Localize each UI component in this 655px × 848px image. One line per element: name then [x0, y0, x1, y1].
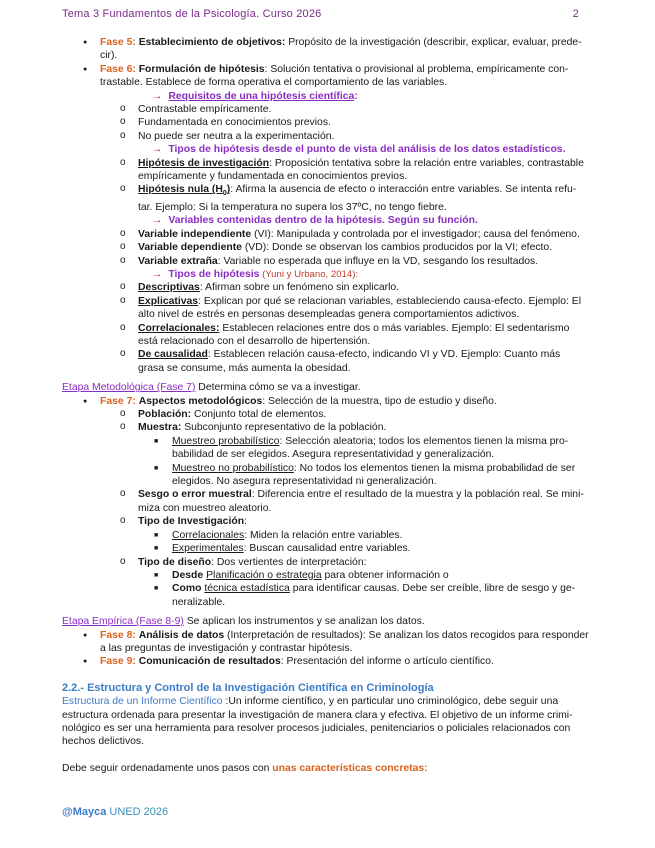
footer-handle: @Mayca — [62, 806, 107, 818]
list-item: o Variable dependiente (VD): Donde se observan los cambios producidos por la VI; efecto. — [62, 241, 594, 254]
document-body: ● Fase 5: Establecimiento de objetivos: Propósito de la investigación (describir, explicar, evaluar, prede- cir). ● Fase 6: Formulación de hipótesis: Solución tentativa o provisional al problema, empíricamente con- trastable. Establece de forma operativa el comportamiento de las variables. → Requisitos de una hipótesis científica: o Contrastable empíricamente. o Fundamentada en conocimientos previos. o No puede ser neutra a la experimentación. → Tipos de hipótesis desde el punto de vista del análisis de los datos estadísticos. o Hipótesis de investigación: Proposición tentativa sobre la relación entre variables, contrastable empíricamente y fundamentada en conocimientos previos. o Hipótesis nula $(H_0)$: Afirma la ausencia de efecto o interacción entre variables. Se intenta refu- tar. Ejemplo: Si la temperatura no supera los 37ºC, no tengo fiebre. → Variables contenidas dentro de la hipótesis. Según su función. o Variable independiente (VI): Manipulada y controlada por el investigador; causa del fenómeno. o Variable dependiente (VD): Donde se observan los cambios producidos por la VI; efecto. o Variable extraña: Variable no esperada que influye en la VD, sesgando los resultados. → Tipos de hipótesis (Yuni y Urbano, 2014): o Descriptivas: Afirman sobre un fenómeno sin explicarlo. o Explicativas: Explican por qué se relacionan variables, estableciendo causa-efecto. Ejemplo: El alto nivel de estrés en personas desempleadas genera comportamientos adictivos. o Correlacionales: Establecen relaciones entre dos o más variables. Ejemplo: El sedentarismo está relacionado con el desarrollo de hipertensión. o De causalidad: Establecen relación causa-efecto, indicando VI y VD. Ejemplo: Cuanto más grasa se consume, más aumenta la obesidad. Etapa Metodológica (Fase 7) Determina cómo se va a investigar. ● Fase 7: Aspectos metodológicos: Selección de la muestra, tipo de estudio y diseño. o Población: Conjunto total de elementos. o Muestra: Subconjunto representativo de la población. ■ Muestreo probabilístico: Selección aleatoria; todos los elementos tienen la misma pro- babilidad de ser elegidos. Asegura representatividad y generalización. ■ Muestreo no probabilístico: No todos los elementos tienen la misma probabilidad de ser elegidos. No asegura representatividad ni generalización. o Sesgo o error muestral: Diferencia entre el resultado de la muestra y la población real. Se mini- miza con muestreo aleatorio. o Tipo de Investigación: ■ Correlacionales: Miden la relación entre variables. ■ Experimentales: Buscan causalidad entre variables. o Tipo de diseño: Dos vertientes de interpretación: ■ Desde Planificación o estrategia para obtener información o ■ Como técnica estadística para identificar causas. Debe ser creíble, libre de sesgo y ge- neralizable. Etapa Empírica (Fase 8-9) Se aplican los instrumentos y se analizan los datos. ● Fase 8: Análisis de datos (Interpretación de resultados): Se analizan los datos recogidos para responder a las preguntas de investigación y contrastar hipótesis. ● Fase 9: Comunicación de resultados: Presentación del informe o artículo científico. 2.2.- Estructura y Control de la Investigación Científica en Criminología Estructura de un Informe Científico :Un informe científico, y en particular uno criminológico, debe seguir una estructura ordenada para presentar la investigación de manera clara y efectiva. El objetivo de un informe crimi- nológico es ser una herramienta para resolver procesos judiciales, penitenciarios o policiales relacionados con hechos delictivos. Debe seguir ordenadamente unos pasos con unas características concretas: — [62, 36, 594, 775]
list-item: o Variable independiente (VI): Manipulada y controlada por el investigador; causa del fenómeno. — [62, 228, 594, 241]
arrow-right-icon: → — [152, 215, 163, 227]
page-header — [62, 8, 579, 20]
list-item: o Fundamentada en conocimientos previos. — [62, 116, 594, 129]
fase-label: Fase 5: — [100, 37, 136, 48]
list-item: o Correlacionales: Establecen relaciones entre dos o más variables. Ejemplo: El sedentarismo — [62, 322, 594, 335]
list-item: o Muestra: Subconjunto representativo de la población. — [62, 421, 594, 434]
page-number: 2 — [572, 8, 579, 20]
etapa-metodologica-link[interactable]: Etapa Metodológica (Fase 7) — [62, 382, 196, 394]
list-item: o Sesgo o error muestral: Diferencia entre el resultado de la muestra y la población real. Se mini- — [62, 488, 594, 501]
arrow-right-icon: → — [152, 90, 163, 102]
list-item-fase7: ● Fase 7: Aspectos metodológicos: Selección de la muestra, tipo de estudio y diseño. — [62, 395, 594, 408]
continuation: cir). — [100, 50, 118, 62]
list-item-fase6: ● Fase 6: Formulación de hipótesis: Solución tentativa o provisional al problema, empíricamente con- — [62, 63, 594, 76]
list-item-fase5: ● Fase 5: Establecimiento de objetivos: Propósito de la investigación (describir, explicar, evaluar, prede- — [62, 36, 594, 49]
list-item: o Hipótesis nula $(H_0)$: Afirma la ausencia de efecto o interacción entre variables. Se intenta refu- — [62, 183, 594, 200]
list-item-fase8: ● Fase 8: Análisis de datos (Interpretación de resultados): Se analizan los datos recogidos para responder — [62, 629, 594, 642]
etapa-empirica-link[interactable]: Etapa Empírica (Fase 8-9) — [62, 616, 184, 628]
list-item: o No puede ser neutra a la experimentación. — [62, 130, 594, 143]
subheading-tipos-hipotesis: → Tipos de hipótesis (Yuni y Urbano, 2014): — [152, 268, 359, 280]
continuation: trastable. Establece de forma operativa el comportamiento de las variables. — [100, 77, 448, 89]
header-title: Tema 3 Fundamentos de la Psicología. Curso 2026 — [62, 8, 322, 20]
list-item: o Población: Conjunto total de elementos. — [62, 408, 594, 421]
list-item: o Hipótesis de investigación: Proposición tentativa sobre la relación entre variables, contrastable — [62, 157, 594, 170]
list-item: ■ Correlacionales: Miden la relación entre variables. — [62, 529, 594, 542]
list-item: ■ Muestreo no probabilístico: No todos los elementos tienen la misma probabilidad de ser — [62, 462, 594, 475]
subheading-requisitos: → Requisitos de una hipótesis científica: — [152, 90, 358, 102]
subheading-tipos-estadisticos: → Tipos de hipótesis desde el punto de vista del análisis de los datos estadísticos. — [152, 144, 566, 156]
arrow-right-icon: → — [152, 268, 163, 280]
list-item: o De causalidad: Establecen relación causa-efecto, indicando VI y VD. Ejemplo: Cuanto más — [62, 348, 594, 361]
etapa-empirica: Etapa Empírica (Fase 8-9) Se aplican los instrumentos y se analizan los datos. — [62, 616, 425, 628]
list-item: o Explicativas: Explican por qué se relacionan variables, estableciendo causa-efecto. Ejemplo: El — [62, 295, 594, 308]
fase-title: Establecimiento de objetivos: — [138, 37, 286, 48]
estructura-link[interactable]: Estructura de un Informe Científico — [62, 696, 223, 708]
list-item: o Descriptivas: Afirman sobre un fenómeno sin explicarlo. — [62, 281, 594, 294]
page-footer: @Mayca UNED 2026 — [62, 806, 169, 818]
list-item: o Variable extraña: Variable no esperada que influye en la VD, sesgando los resultados. — [62, 255, 594, 268]
section-heading: 2.2.- Estructura y Control de la Investigación Científica en Criminología — [62, 681, 434, 694]
paragraph-pasos: Debe seguir ordenadamente unos pasos con unas características concretas: — [62, 762, 428, 774]
arrow-right-icon: → — [152, 144, 163, 156]
subheading-variables: → Variables contenidas dentro de la hipótesis. Según su función. — [152, 215, 478, 227]
list-item-fase9: ● Fase 9: Comunicación de resultados: Presentación del informe o artículo científico. — [62, 655, 594, 668]
etapa-metodologica: Etapa Metodológica (Fase 7) Determina cómo se va a investigar. — [62, 382, 361, 394]
paragraph: Estructura de un Informe Científico :Un informe científico, y en particular uno criminológico, debe seguir una — [62, 696, 559, 708]
list-item: ■ Como técnica estadística para identificar causas. Debe ser creíble, libre de sesgo y ge- — [62, 582, 594, 595]
list-item: ■ Experimentales: Buscan causalidad entre variables. — [62, 542, 594, 555]
list-item: o Tipo de Investigación: — [62, 515, 594, 528]
list-item: o Contrastable empíricamente. — [62, 103, 594, 116]
list-item: o Tipo de diseño: Dos vertientes de interpretación: — [62, 556, 594, 569]
list-item: ■ Muestreo probabilístico: Selección aleatoria; todos los elementos tienen la misma pro- — [62, 435, 594, 448]
list-item: ■ Desde Planificación o estrategia para obtener información o — [62, 569, 594, 582]
